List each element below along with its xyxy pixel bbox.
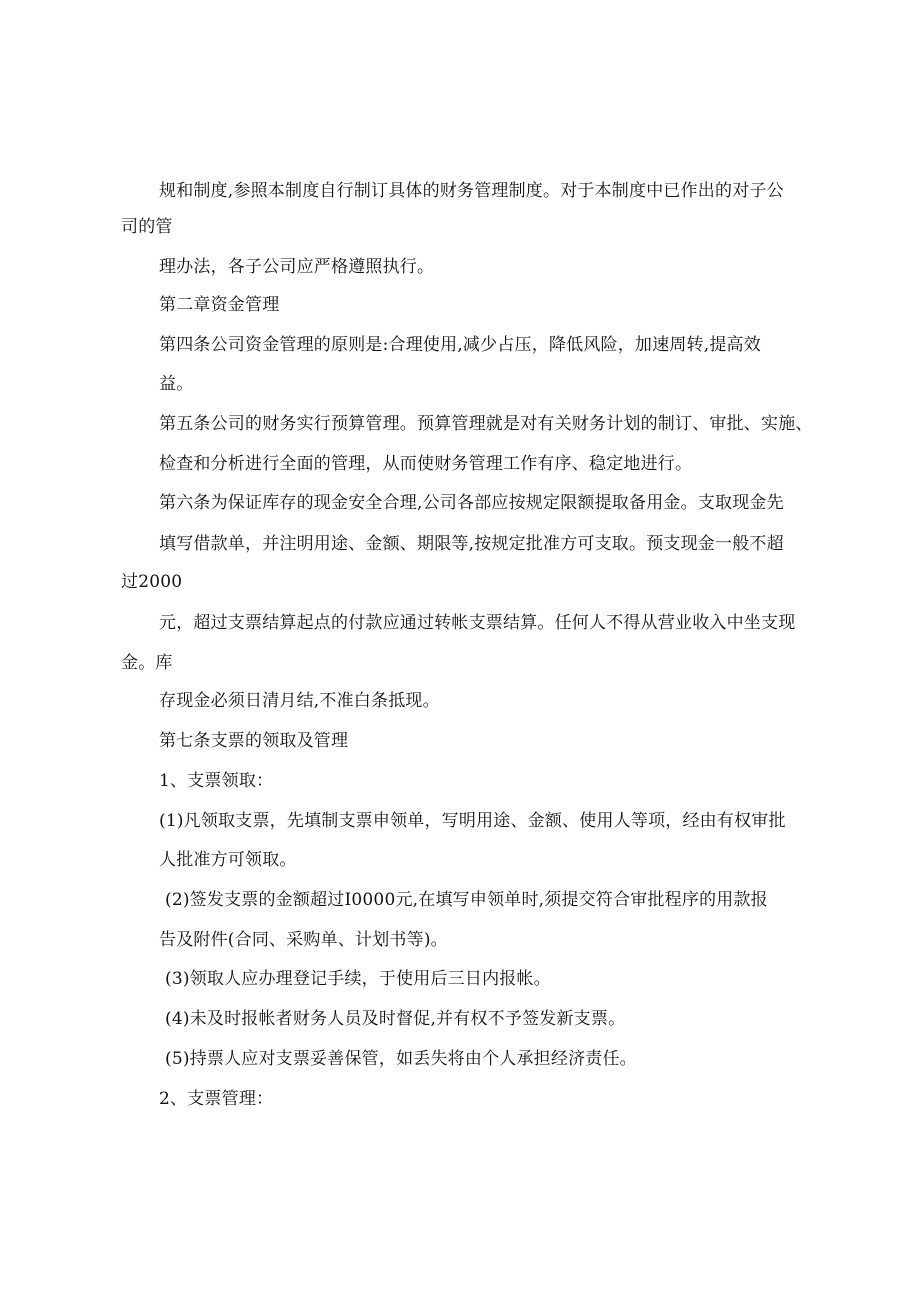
list-item: 1、支票领取：: [159, 771, 274, 791]
paragraph-line: 存现金必须日清月结,不准白条抵现。: [159, 691, 440, 711]
list-item: (2)签发支票的金额超过I0000元,在填写申领单时,须提交符合审批程序的用款报: [165, 890, 768, 910]
paragraph-line: 第五条公司的财务实行预算管理。预算管理就是对有关财务计划的制订、审批、实施、: [159, 414, 813, 434]
paragraph-line: 益。: [159, 374, 194, 394]
paragraph-line: 过2000: [121, 572, 183, 592]
list-item: (3)领取人应办理登记手续，于使用后三日内报帐。: [165, 969, 551, 989]
section-heading: 第七条支票的领取及管理: [159, 731, 349, 751]
paragraph-line: 规和制度,参照本制度自行制订具体的财务管理制度。对于本制度中已作出的对子公: [159, 181, 784, 201]
list-item: (1)凡领取支票，先填制支票申领单，写明用途、金额、使用人等项，经由有权审批: [159, 811, 786, 831]
list-item: (5)持票人应对支票妥善保管，如丢失将由个人承担经济责任。: [165, 1049, 637, 1069]
paragraph-line: 元，超过支票结算起点的付款应通过转帐支票结算。任何人不得从营业收入中坐支现: [159, 613, 796, 633]
paragraph-line: 司的管: [121, 217, 173, 237]
paragraph-line: 第六条为保证库存的现金安全合理,公司各部应按规定限额提取备用金。支取现金先: [159, 493, 784, 513]
chapter-heading: 第二章资金管理: [159, 295, 280, 315]
paragraph-line: 理办法，各子公司应严格遵照执行。: [159, 257, 435, 277]
list-item: 2、支票管理：: [159, 1089, 274, 1109]
paragraph-line: 告及附件(合同、采购单、计划书等)。: [159, 930, 448, 950]
paragraph-line: 人批准方可领取。: [159, 850, 297, 870]
list-item: (4)未及时报帐者财务人员及时督促,并有权不予签发新支票。: [165, 1009, 626, 1029]
paragraph-line: 检查和分析进行全面的管理，从而使财务管理工作有序、稳定地进行。: [159, 454, 693, 474]
paragraph-line: 金。库: [121, 653, 173, 673]
paragraph-line: 第四条公司资金管理的原则是:合理使用,减少占压，降低风险，加速周转,提高效: [159, 335, 761, 355]
paragraph-line: 填写借款单，并注明用途、金额、期限等,按规定批准方可支取。预支现金一般不超: [159, 534, 784, 554]
